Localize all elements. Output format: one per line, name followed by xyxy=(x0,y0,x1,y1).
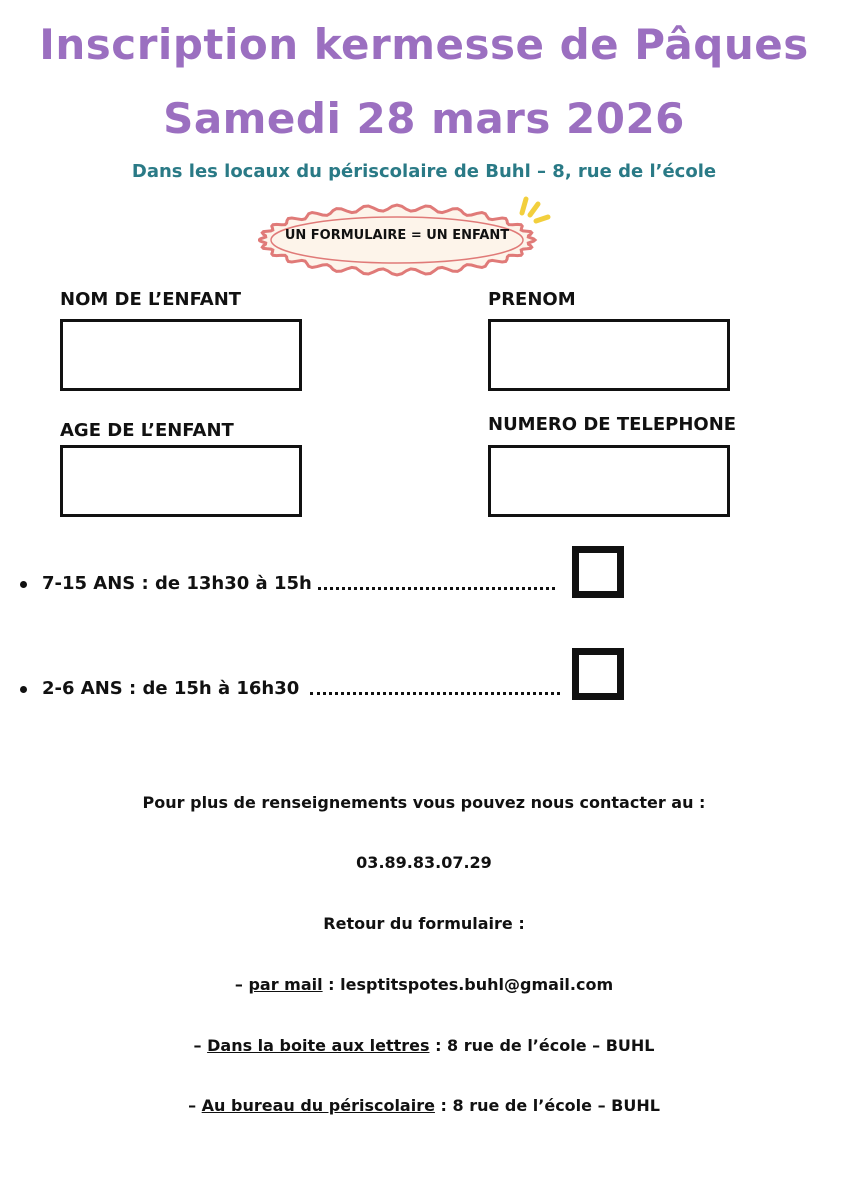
sparkle-ray-icon xyxy=(536,217,548,221)
option-label: 2-6 ANS : de 15h à 16h30 xyxy=(42,678,300,699)
return-by-mailbox: – Dans la boite aux lettres : 8 rue de l’école – BUHL xyxy=(193,1036,655,1055)
dotted-leader xyxy=(318,587,555,590)
return-by-mail: – par mail : lesptitspotes.buhl@gmail.com xyxy=(234,975,614,994)
checkbox-2-6[interactable] xyxy=(572,648,624,700)
return-detail: : 8 rue de l’école – BUHL xyxy=(429,1036,655,1055)
page-title: Inscription kermesse de Pâques xyxy=(39,20,809,69)
contact-intro: Pour plus de renseignements vous pouvez nous contacter au : xyxy=(142,793,706,812)
child-age-input[interactable] xyxy=(60,445,302,517)
phone-number-input[interactable] xyxy=(488,445,730,517)
first-name-input[interactable] xyxy=(488,319,730,391)
return-title: Retour du formulaire : xyxy=(323,914,525,933)
return-detail: : 8 rue de l’école – BUHL xyxy=(434,1096,660,1115)
dotted-leader xyxy=(310,692,560,695)
child-age-label: AGE DE L’ENFANT xyxy=(60,420,234,441)
badge-text: UN FORMULAIRE = UN ENFANT xyxy=(284,228,510,243)
first-name-label: PRENOM xyxy=(488,289,576,310)
return-method: Dans la boite aux lettres xyxy=(207,1036,430,1055)
child-name-input[interactable] xyxy=(60,319,302,391)
return-method: par mail xyxy=(248,975,323,994)
event-location: Dans les locaux du périscolaire de Buhl – 8, rue de l’école xyxy=(131,161,717,182)
one-form-per-child-badge xyxy=(258,195,554,285)
contact-phone: 03.89.83.07.29 xyxy=(356,853,492,872)
checkbox-7-15[interactable] xyxy=(572,546,624,598)
bullet-icon xyxy=(20,581,27,588)
child-name-label: NOM DE L’ENFANT xyxy=(60,289,242,310)
event-date: Samedi 28 mars 2026 xyxy=(163,94,685,143)
phone-number-label: NUMERO DE TELEPHONE xyxy=(488,414,737,435)
return-detail: : lesptitspotes.buhl@gmail.com xyxy=(322,975,614,994)
option-2-6 xyxy=(20,671,640,711)
sparkle-ray-icon xyxy=(522,199,526,213)
sparkle-ray-icon xyxy=(530,204,538,215)
return-method: Au bureau du périscolaire xyxy=(201,1096,435,1115)
option-label: 7-15 ANS : de 13h30 à 15h xyxy=(42,573,312,594)
return-at-office: – Au bureau du périscolaire : 8 rue de l’école – BUHL xyxy=(188,1096,660,1115)
bullet-icon xyxy=(20,686,27,693)
option-7-15 xyxy=(20,566,640,606)
